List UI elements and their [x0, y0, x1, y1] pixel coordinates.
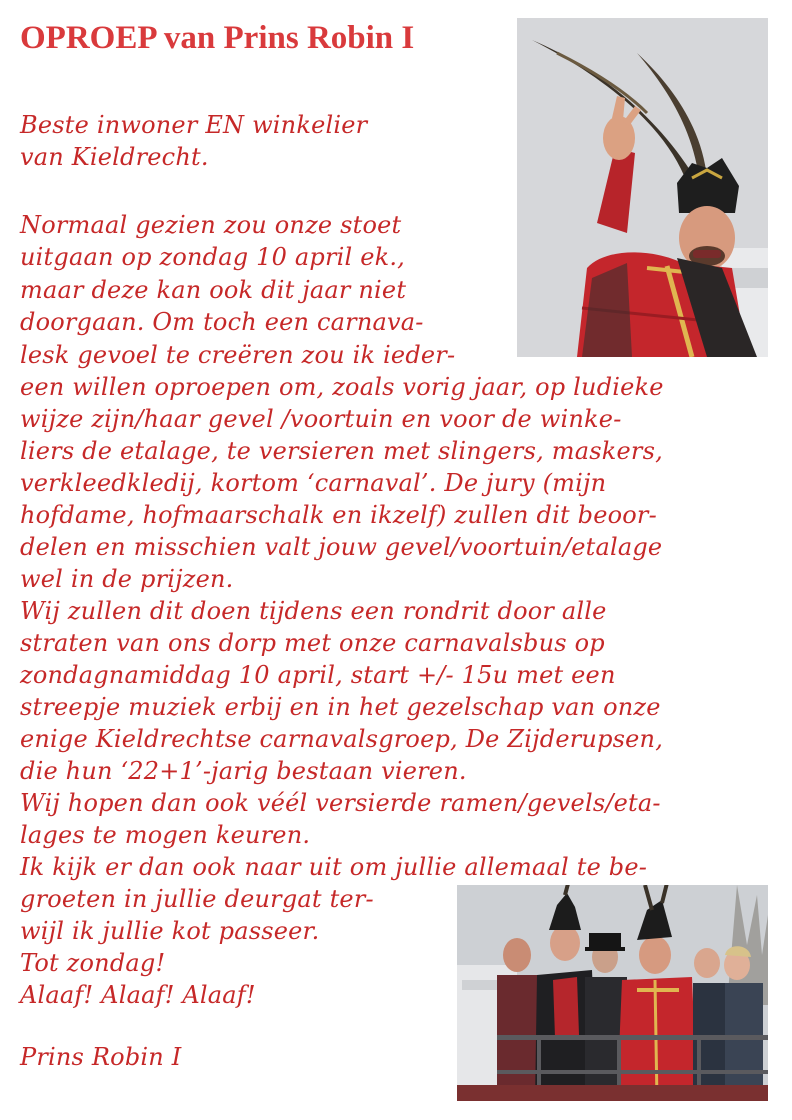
closing-line: Tot zondag! — [20, 949, 166, 977]
body-line: doorgaan. Om toch een carnava- — [20, 308, 424, 336]
body-line: wijl ik jullie kot passeer. — [20, 917, 320, 945]
body-line: groeten in jullie deurgat ter- — [20, 885, 374, 913]
body-line: wijze zijn/haar gevel /voortuin en voor de winke- — [20, 405, 622, 433]
body-line: verkleedkledij, kortom ‘carnaval’. De jury (mijn — [20, 469, 607, 497]
body-line: hofdame, hofmaarschalk en ikzelf) zullen dit beoor- — [20, 501, 657, 529]
body-line: een willen oproepen om, zoals vorig jaar, op ludieke — [20, 373, 664, 401]
body-line: lages te mogen keuren. — [20, 821, 311, 849]
salutation-line: Beste inwoner EN winkelier — [20, 111, 368, 139]
body-line: uitgaan op zondag 10 april ek., — [20, 243, 405, 271]
body-line: wel in de prijzen. — [20, 565, 234, 593]
body-line: streepje muziek erbij en in het gezelschap van onze — [20, 693, 661, 721]
body-line: maar deze kan ook dit jaar niet — [20, 276, 407, 304]
carnival-group-photo — [457, 885, 768, 1101]
body-line: die hun ‘22+1’-jarig bestaan vieren. — [20, 757, 467, 785]
body-line: zondagnamiddag 10 april, start +/- 15u met een — [20, 661, 616, 689]
body-line: enige Kieldrechtse carnavalsgroep, De Zijderupsen, — [20, 725, 664, 753]
body-line: Ik kijk er dan ook naar uit om jullie allemaal te be- — [20, 853, 648, 881]
signature: Prins Robin I — [20, 1043, 182, 1071]
page-title: OPROEP van Prins Robin I — [20, 20, 415, 56]
body-line: Wij zullen dit doen tijdens een rondrit door alle — [20, 597, 607, 625]
body-line: straten van ons dorp met onze carnavalsbus op — [20, 629, 605, 657]
body-line: Normaal gezien zou onze stoet — [20, 211, 402, 239]
body-line: Wij hopen dan ook véél versierde ramen/gevels/eta- — [20, 789, 661, 817]
body-line: delen en misschien valt jouw gevel/voortuin/etalage — [20, 533, 663, 561]
closing-line: Alaaf! Alaaf! Alaaf! — [20, 981, 256, 1009]
body-line: lesk gevoel te creëren zou ik ieder- — [20, 341, 456, 369]
prince-photo — [517, 18, 768, 357]
body-line: liers de etalage, te versieren met slingers, maskers, — [20, 437, 663, 465]
salutation-line: van Kieldrecht. — [20, 143, 209, 171]
